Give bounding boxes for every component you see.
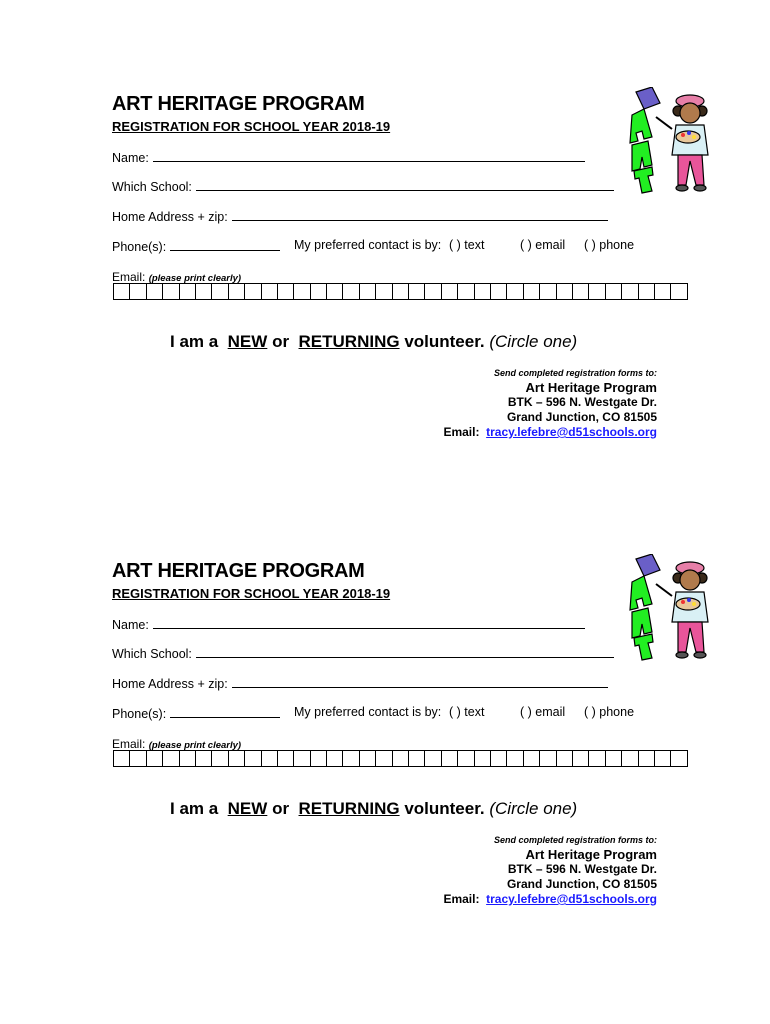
email-letter-box[interactable]	[622, 750, 638, 767]
send-note: Send completed registration forms to:	[493, 368, 657, 378]
mailing-address	[443, 847, 657, 907]
email-letter-box[interactable]	[294, 750, 310, 767]
phone-field[interactable]	[112, 238, 280, 254]
email-letter-box[interactable]	[557, 750, 573, 767]
name-line[interactable]	[153, 616, 585, 629]
email-letter-box[interactable]	[343, 283, 359, 300]
address-line[interactable]	[232, 208, 608, 221]
email-letter-box[interactable]	[524, 750, 540, 767]
email-letter-box[interactable]	[589, 283, 605, 300]
address-line[interactable]	[232, 675, 608, 688]
name-label: Name:	[112, 151, 149, 165]
contact-option-phone[interactable]: ( ) phone	[584, 705, 635, 719]
girl-painting-art-letters-icon	[622, 554, 727, 664]
school-line[interactable]	[196, 178, 614, 191]
email-letter-box[interactable]	[360, 750, 376, 767]
name-field[interactable]	[112, 149, 585, 165]
contact-option-text[interactable]: ( ) text	[449, 238, 485, 252]
email-letter-box[interactable]	[147, 750, 163, 767]
address-line-2: BTK – 596 N. Westgate Dr.	[507, 395, 657, 409]
school-label: Which School:	[112, 180, 192, 194]
email-letter-box[interactable]	[294, 283, 310, 300]
email-letter-box[interactable]	[130, 283, 146, 300]
email-letter-box[interactable]	[507, 750, 523, 767]
email-letter-box[interactable]	[540, 283, 556, 300]
email-letter-box[interactable]	[540, 750, 556, 767]
address-line-3: Grand Junction, CO 81505	[506, 410, 657, 424]
form-title: ART HERITAGE PROGRAM	[112, 93, 365, 115]
email-letter-box[interactable]	[163, 283, 179, 300]
send-note: Send completed registration forms to:	[493, 835, 657, 845]
phone-line[interactable]	[170, 705, 280, 718]
email-letter-box[interactable]	[196, 750, 212, 767]
email-letter-box[interactable]	[130, 750, 146, 767]
email-letter-box[interactable]	[425, 750, 441, 767]
girl-painting-art-letters-icon	[622, 87, 727, 197]
email-letter-box[interactable]	[442, 283, 458, 300]
phone-label: Phone(s):	[112, 707, 167, 721]
name-field[interactable]	[112, 616, 585, 632]
email-letter-box[interactable]	[311, 750, 327, 767]
returning-option[interactable]: RETURNING	[298, 799, 400, 818]
email-letter-box[interactable]	[458, 750, 474, 767]
registration-form-bottom	[0, 560, 770, 940]
address-email-line: Email: tracy.lefebre@d51schools.org	[443, 425, 657, 439]
email-letter-box[interactable]	[655, 283, 671, 300]
contact-option-text[interactable]: ( ) text	[449, 705, 485, 719]
email-letter-box[interactable]	[491, 750, 507, 767]
returning-option[interactable]: RETURNING	[298, 332, 400, 351]
email-letter-box[interactable]	[606, 283, 622, 300]
email-letter-box[interactable]	[524, 283, 540, 300]
email-letter-box[interactable]	[622, 283, 638, 300]
mailing-address	[443, 380, 657, 440]
school-field[interactable]	[112, 645, 614, 661]
contact-option-email[interactable]: ( ) email	[520, 705, 566, 719]
email-letter-box[interactable]	[475, 283, 491, 300]
email-letter-box[interactable]	[376, 283, 392, 300]
address-line-1: Art Heritage Program	[525, 380, 657, 395]
email-letter-box[interactable]	[573, 750, 589, 767]
email-letter-box[interactable]	[278, 283, 294, 300]
email-letter-box[interactable]	[245, 750, 261, 767]
email-letter-box[interactable]	[262, 283, 278, 300]
email-link[interactable]: tracy.lefebre@d51schools.org	[486, 425, 657, 439]
contact-label: My preferred contact is by:	[294, 238, 442, 252]
phone-field[interactable]	[112, 705, 280, 721]
email-letter-box[interactable]	[393, 283, 409, 300]
email-letter-box[interactable]	[311, 283, 327, 300]
email-letter-box[interactable]	[458, 283, 474, 300]
name-line[interactable]	[153, 149, 585, 162]
email-letter-box[interactable]	[212, 283, 228, 300]
email-letter-box[interactable]	[114, 283, 130, 300]
email-letter-box[interactable]	[229, 750, 245, 767]
email-letter-box[interactable]	[639, 750, 655, 767]
email-letter-box[interactable]	[573, 283, 589, 300]
new-option[interactable]: NEW	[227, 799, 268, 818]
address-line-3: Grand Junction, CO 81505	[506, 877, 657, 891]
email-letter-box[interactable]	[409, 750, 425, 767]
email-letter-grid[interactable]	[113, 750, 688, 767]
email-letter-box[interactable]	[262, 750, 278, 767]
email-letter-box[interactable]	[180, 283, 196, 300]
new-option[interactable]: NEW	[227, 332, 268, 351]
contact-option-phone[interactable]: ( ) phone	[584, 238, 635, 252]
email-letter-box[interactable]	[606, 750, 622, 767]
contact-label: My preferred contact is by:	[294, 705, 442, 719]
email-letter-box[interactable]	[327, 283, 343, 300]
email-letter-box[interactable]	[147, 283, 163, 300]
email-label: Email: (please print clearly)	[112, 737, 242, 751]
email-note: (please print clearly)	[148, 740, 242, 751]
school-field[interactable]	[112, 178, 614, 194]
form-subtitle: REGISTRATION FOR SCHOOL YEAR 2018-19	[112, 119, 391, 134]
email-letter-grid[interactable]	[113, 283, 688, 300]
email-letter-box[interactable]	[442, 750, 458, 767]
email-letter-box[interactable]	[343, 750, 359, 767]
address-email-line: Email: tracy.lefebre@d51schools.org	[443, 892, 657, 906]
address-label: Home Address + zip:	[112, 677, 228, 691]
form-title: ART HERITAGE PROGRAM	[112, 560, 365, 582]
school-line[interactable]	[196, 645, 614, 658]
registration-form-top	[0, 93, 770, 473]
email-letter-box[interactable]	[393, 750, 409, 767]
email-label: Email: (please print clearly)	[112, 270, 242, 284]
email-letter-box[interactable]	[196, 283, 212, 300]
email-letter-box[interactable]	[491, 283, 507, 300]
email-letter-box[interactable]	[327, 750, 343, 767]
email-letter-box[interactable]	[278, 750, 294, 767]
form-subtitle: REGISTRATION FOR SCHOOL YEAR 2018-19	[112, 586, 391, 601]
email-letter-box[interactable]	[212, 750, 228, 767]
address-label: Home Address + zip:	[112, 210, 228, 224]
email-letter-box[interactable]	[245, 283, 261, 300]
phone-label: Phone(s):	[112, 240, 167, 254]
address-line-1: Art Heritage Program	[525, 847, 657, 862]
email-letter-box[interactable]	[376, 750, 392, 767]
email-letter-box[interactable]	[655, 750, 671, 767]
email-letter-box[interactable]	[180, 750, 196, 767]
email-letter-box[interactable]	[639, 283, 655, 300]
volunteer-status-line: I am a NEW or RETURNING volunteer. (Circle one)	[170, 799, 578, 818]
volunteer-status-line: I am a NEW or RETURNING volunteer. (Circle one)	[170, 332, 578, 351]
email-letter-box[interactable]	[229, 283, 245, 300]
email-letter-box[interactable]	[360, 283, 376, 300]
address-field[interactable]	[112, 208, 608, 224]
phone-line[interactable]	[170, 238, 280, 251]
address-field[interactable]	[112, 675, 608, 691]
email-letter-box[interactable]	[114, 750, 130, 767]
email-letter-box[interactable]	[671, 283, 687, 300]
email-letter-box[interactable]	[409, 283, 425, 300]
name-label: Name:	[112, 618, 149, 632]
email-letter-box[interactable]	[425, 283, 441, 300]
email-link[interactable]: tracy.lefebre@d51schools.org	[486, 892, 657, 906]
email-letter-box[interactable]	[163, 750, 179, 767]
address-line-2: BTK – 596 N. Westgate Dr.	[507, 862, 657, 876]
email-note: (please print clearly)	[148, 273, 242, 284]
email-letter-box[interactable]	[507, 283, 523, 300]
email-letter-box[interactable]	[671, 750, 687, 767]
school-label: Which School:	[112, 647, 192, 661]
contact-option-email[interactable]: ( ) email	[520, 238, 566, 252]
email-letter-box[interactable]	[589, 750, 605, 767]
email-letter-box[interactable]	[475, 750, 491, 767]
email-letter-box[interactable]	[557, 283, 573, 300]
